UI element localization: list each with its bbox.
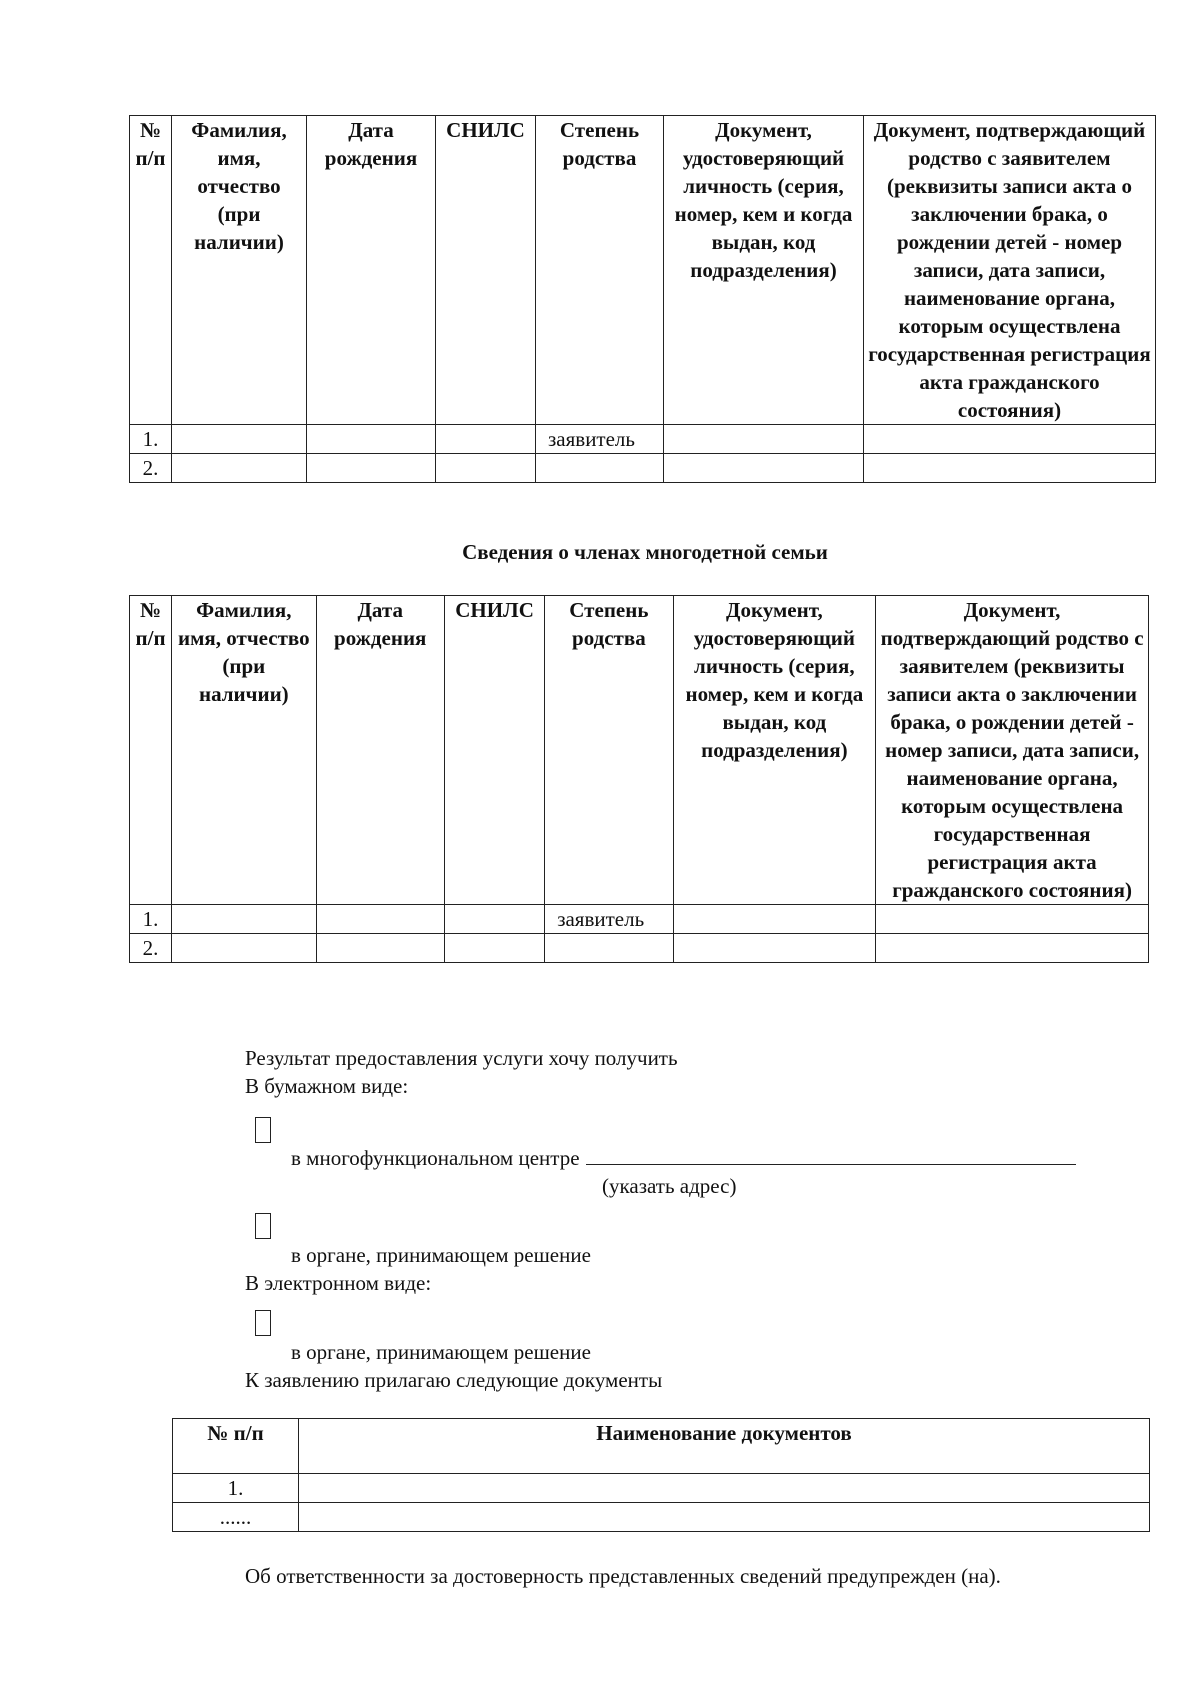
- row-number: 1.: [130, 425, 172, 454]
- applicant-table: [129, 115, 1156, 483]
- col-id-document: Документ, удостоверяющий личность (серия, номер, кем и когда выдан, код подразделения): [664, 116, 864, 425]
- cell-full-name[interactable]: [172, 905, 316, 934]
- cell-kinship[interactable]: заявитель: [545, 905, 673, 934]
- cell-full-name[interactable]: [172, 425, 307, 454]
- col-document-name: Наименование документов: [299, 1419, 1150, 1474]
- col-birth-date: Дата рождения: [307, 116, 436, 425]
- body-electronic-option: в органе, принимающем решение: [291, 1340, 591, 1364]
- cell-document-name[interactable]: [299, 1503, 1150, 1532]
- table-row: [130, 905, 1149, 934]
- section-title: Сведения о членах многодетной семьи: [462, 540, 828, 564]
- cell-id-document[interactable]: [673, 905, 876, 934]
- address-input-line[interactable]: [586, 1144, 1076, 1165]
- row-number: ......: [173, 1503, 299, 1532]
- body-electronic-checkbox[interactable]: [255, 1310, 271, 1336]
- mfc-option: [291, 1144, 1076, 1172]
- cell-kinship-document[interactable]: [864, 454, 1156, 483]
- cell-kinship[interactable]: [545, 934, 673, 963]
- col-number: № п/п: [173, 1419, 299, 1474]
- cell-document-name[interactable]: [299, 1474, 1150, 1503]
- table-row: [130, 454, 1156, 483]
- col-kinship: Степень родства: [536, 116, 664, 425]
- col-snils: СНИЛС: [436, 116, 536, 425]
- cell-snils[interactable]: [444, 934, 544, 963]
- cell-birth-date[interactable]: [307, 425, 436, 454]
- cell-kinship-document[interactable]: [864, 425, 1156, 454]
- liability-notice: Об ответственности за достоверность представленных сведений предупрежден (на).: [245, 1564, 1001, 1588]
- mfc-option-label: в многофункциональном центре: [291, 1146, 580, 1170]
- table-header-row: [130, 596, 1149, 905]
- cell-kinship[interactable]: заявитель: [536, 425, 664, 454]
- attachments-table: [172, 1418, 1150, 1532]
- electronic-label: В электронном виде:: [245, 1271, 432, 1295]
- body-paper-option: в органе, принимающем решение: [291, 1243, 591, 1267]
- col-full-name: Фамилия, имя, отчество (при наличии): [172, 596, 316, 905]
- attachments-intro: К заявлению прилагаю следующие документы: [245, 1368, 663, 1392]
- cell-full-name[interactable]: [172, 934, 316, 963]
- table-header-row: [173, 1419, 1150, 1474]
- cell-kinship-document[interactable]: [876, 934, 1149, 963]
- cell-snils[interactable]: [444, 905, 544, 934]
- table-row: [173, 1474, 1150, 1503]
- table-row: [130, 425, 1156, 454]
- table-header-row: [130, 116, 1156, 425]
- col-full-name: Фамилия, имя, отчество (при наличии): [172, 116, 307, 425]
- cell-id-document[interactable]: [673, 934, 876, 963]
- address-hint: (указать адрес): [602, 1174, 737, 1198]
- cell-snils[interactable]: [436, 454, 536, 483]
- row-number: 1.: [173, 1474, 299, 1503]
- cell-snils[interactable]: [436, 425, 536, 454]
- row-number: 2.: [130, 934, 172, 963]
- row-number: 1.: [130, 905, 172, 934]
- cell-full-name[interactable]: [172, 454, 307, 483]
- table-row: [173, 1503, 1150, 1532]
- cell-birth-date[interactable]: [316, 905, 444, 934]
- row-number: 2.: [130, 454, 172, 483]
- col-kinship-document: Документ, подтверждающий родство с заявителем (реквизиты записи акта о заключении брака, о рождении детей - номер записи, дата записи, наименование органа, которым осуществлена государственная регистрация акта гражданского состояния): [864, 116, 1156, 425]
- mfc-checkbox[interactable]: [255, 1117, 271, 1143]
- cell-birth-date[interactable]: [316, 934, 444, 963]
- result-intro: Результат предоставления услуги хочу получить: [245, 1046, 678, 1070]
- col-number: № п/п: [130, 596, 172, 905]
- col-id-document: Документ, удостоверяющий личность (серия, номер, кем и когда выдан, код подразделения): [673, 596, 876, 905]
- cell-id-document[interactable]: [664, 454, 864, 483]
- col-kinship: Степень родства: [545, 596, 673, 905]
- col-number: № п/п: [130, 116, 172, 425]
- cell-kinship-document[interactable]: [876, 905, 1149, 934]
- paper-label: В бумажном виде:: [245, 1074, 409, 1098]
- table-row: [130, 934, 1149, 963]
- cell-kinship[interactable]: [536, 454, 664, 483]
- col-kinship-document: Документ, подтверждающий родство с заявителем (реквизиты записи акта о заключении брака, о рождении детей - номер записи, дата записи, наименование органа, которым осуществлена государственная регистрация акта гражданского состояния): [876, 596, 1149, 905]
- col-birth-date: Дата рождения: [316, 596, 444, 905]
- cell-id-document[interactable]: [664, 425, 864, 454]
- col-snils: СНИЛС: [444, 596, 544, 905]
- family-members-table: [129, 595, 1149, 963]
- cell-birth-date[interactable]: [307, 454, 436, 483]
- body-paper-checkbox[interactable]: [255, 1213, 271, 1239]
